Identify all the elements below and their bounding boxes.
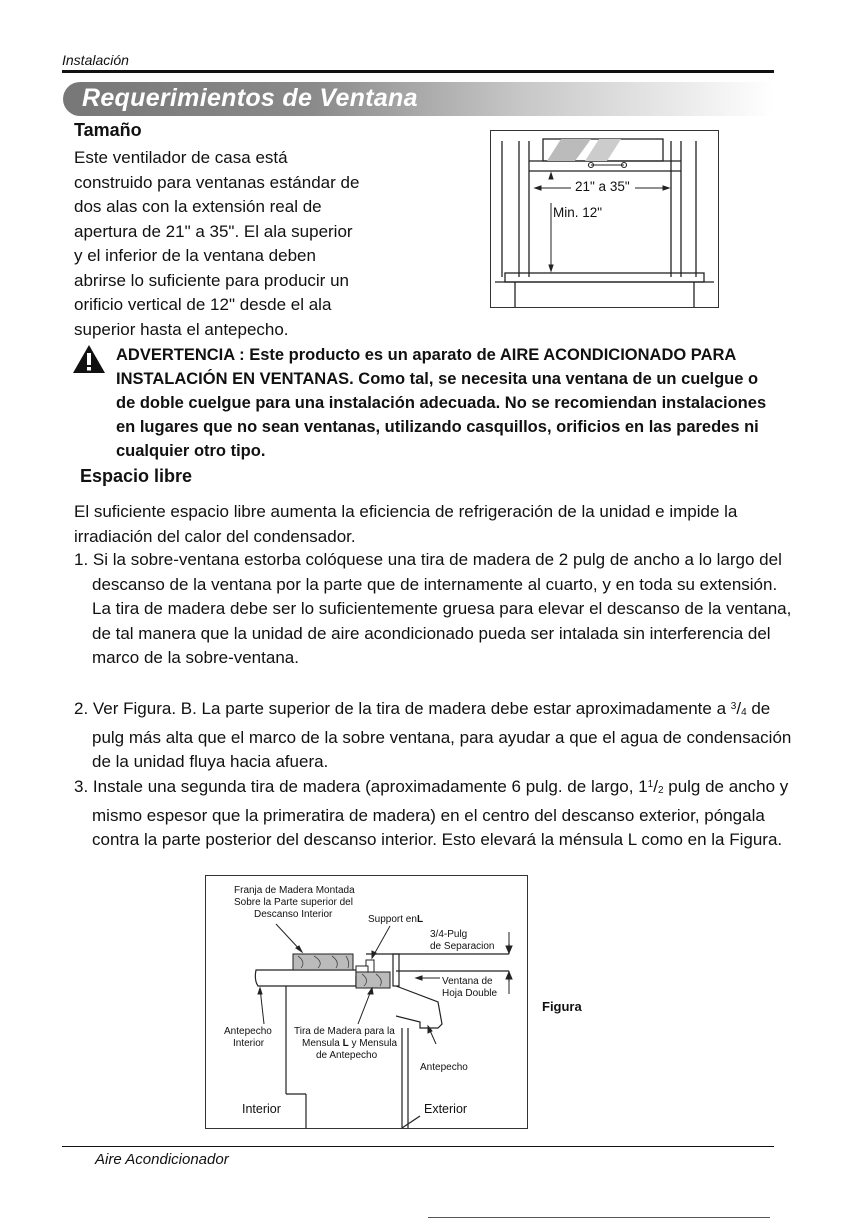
fig-franja-2: Sobre la Parte superior del xyxy=(234,897,353,908)
window-size-figure xyxy=(490,130,719,308)
section-label: Instalación xyxy=(62,52,129,68)
bottom-edge-mark xyxy=(428,1217,770,1218)
list-item-3: 3. Instale una segunda tira de madera (aproximadamente 6 pulg. de largo, $1^1/_2$ pulg de ancho y mismo espesor que la primeratira de madera) en el centro del descanso exterior, póngala contra la parte posterior del descanso interior. Esto elevará la ménsula L como en la Figura. xyxy=(74,777,789,849)
list-item-1: 1. Si la sobre-ventana estorba colóquese una tira de madera de 2 pulg de ancho a lo largo del descanso de la ventana por la parte que de internamente al cuarto, y en toda su extensión. La tira de madera debe ser lo suficientemente gruesa para elevar el descanso de la ventana, de tal manera que la unidad de aire acondicionado pueda ser intalada sin interferencia del marco de la sobre-ventana. xyxy=(74,550,792,667)
list-item-2: 2. Ver Figura. B. La parte superior de la tira de madera debe estar aproximadamente a $^3/_4$ de pulg más alta que el marco de la sobre ventana, para ayudar a que el agua de condensación de la unidad fluya hacia afuera. xyxy=(74,699,792,771)
fig-exterior: Exterior xyxy=(424,1102,468,1116)
fig-franja-3: Descanso Interior xyxy=(254,909,333,920)
fig-tira-1: Tira de Madera para la xyxy=(294,1026,395,1037)
fig-ante-int-2: Interior xyxy=(233,1038,265,1049)
warning-icon xyxy=(72,344,106,379)
espacio-text: El suficiente espacio libre aumenta la eficiencia de refrigeración de la unidad e impide la irradiación del calor del condensador. xyxy=(74,502,738,546)
fig-sep-2: de Separacion xyxy=(430,941,495,952)
fig-ante-int-1: Antepecho xyxy=(224,1026,272,1037)
fig-tira-3: de Antepecho xyxy=(316,1050,378,1061)
height-label: Min. 12" xyxy=(553,205,603,220)
fig-interior: Interior xyxy=(242,1102,281,1116)
fig-tira-2: Mensula L y Mensula xyxy=(302,1038,398,1049)
fig-ventana-1: Ventana de xyxy=(442,976,493,987)
header-rule xyxy=(62,70,774,73)
footer-rule xyxy=(62,1146,774,1147)
tamano-heading: Tamaño xyxy=(74,120,142,140)
fig-antepecho: Antepecho xyxy=(420,1062,468,1073)
page-title: Requerimientos de Ventana xyxy=(82,84,418,112)
fig-franja-1: Franja de Madera Montada xyxy=(234,885,355,896)
tamano-text: Este ventilador de casa está construido para ventanas estándar de dos alas con la extensión real de apertura de 21" a 35". El ala superior y el inferior de la ventana deben abrirse lo suficiente para producir un orificio vertical de 12" desde el ala superior hasta el antepecho. xyxy=(74,148,360,339)
width-label: 21" a 35" xyxy=(575,179,630,194)
figure-label: Figura xyxy=(542,999,582,1014)
warning-text: ADVERTENCIA : Este producto es un aparato de AIRE ACONDICIONADO PARA INSTALACIÓN EN VENTANAS. Como tal, se necesita una ventana de un cuelgue o de doble cuelgue para una instalación adecuada. No se recomiendan instalaciones en lugares que no sean ventanas, utilizando casquillos, orificios en las paredes ni cualquier otro tipo. xyxy=(116,346,767,460)
espacio-heading: Espacio libre xyxy=(80,466,193,486)
fig-support: Support enL xyxy=(368,914,424,925)
installation-figure xyxy=(205,875,528,1129)
footer-label: Aire Acondicionador xyxy=(95,1151,229,1168)
fig-sep-1: 3/4-Pulg xyxy=(430,929,468,940)
fig-ventana-2: Hoja Double xyxy=(442,988,498,999)
